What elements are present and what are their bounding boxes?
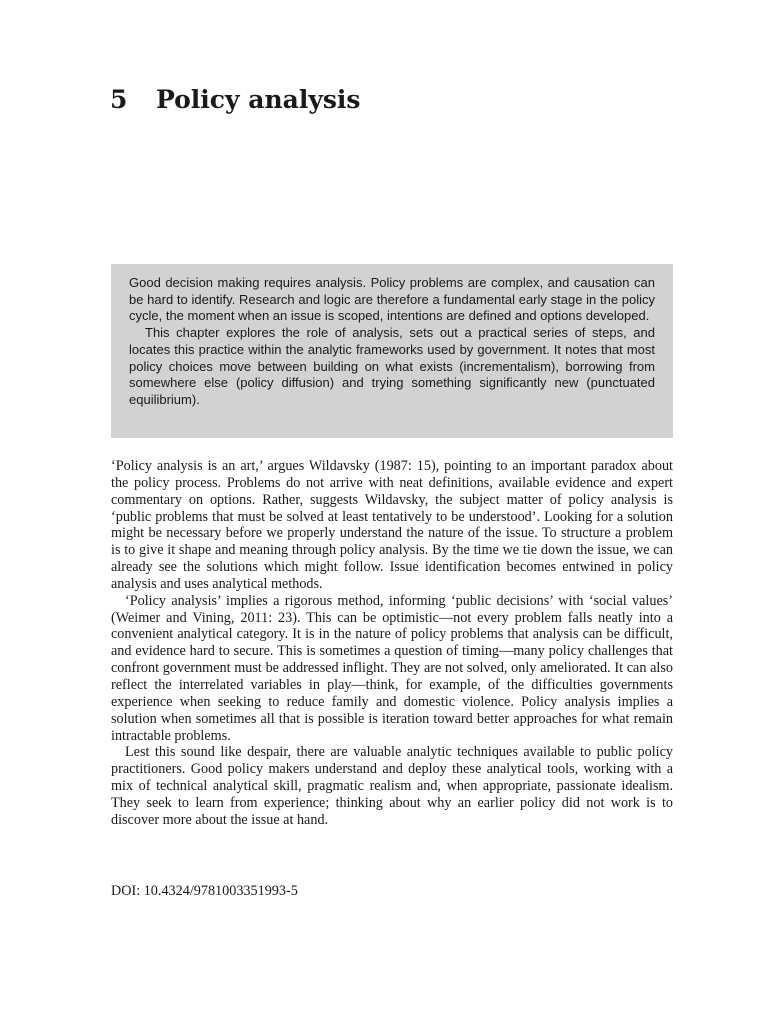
doi-footer: DOI: 10.4324/9781003351993-5 xyxy=(111,883,298,899)
body-text xyxy=(111,458,673,829)
chapter-summary-box xyxy=(111,264,673,438)
chapter-number: 5 xyxy=(110,85,128,114)
chapter-title: Policy analysis xyxy=(156,85,361,114)
summary-paragraph: Good decision making requires analysis. Policy problems are complex, and causation can be hard to identify. Research and logic are therefore a fundamental early stage in the policy cycle, the moment when an issue is scoped, intentions are defined and options developed. xyxy=(129,275,655,324)
body-paragraph: Lest this sound like despair, there are valuable analytic techniques available to public policy practitioners. Good policy makers understand and deploy these analytical tools, working with a mix of technical analytical skill, pragmatic realism and, when appropriate, passionate idealism. They seek to learn from experience; thinking about why an earlier policy did not work is to discover more about the issue at hand. xyxy=(111,744,673,828)
summary-paragraph: This chapter explores the role of analysis, sets out a practical series of steps, and locates this practice within the analytic frameworks used by government. It notes that most policy choices move between building on what exists (incrementalism), borrowing from somewhere else (policy diffusion) and trying something significantly new (punctuated equilibrium). xyxy=(129,325,655,407)
body-paragraph: ‘Policy analysis is an art,’ argues Wildavsky (1987: 15), pointing to an important paradox about the policy process. Problems do not arrive with neat definitions, available evidence and expert commentary on options. Rather, suggests Wildavsky, the subject matter of policy analysis is ‘public problems that must be solved at least tentatively to be understood’. Looking for a solution might be necessary before we properly understand the nature of the issue. To structure a problem is to give it shape and meaning through policy analysis. By the time we tie down the issue, we can already see the solutions which might follow. Issue identification becomes entwined in policy analysis and uses analytical methods. xyxy=(111,458,673,592)
body-paragraph: ‘Policy analysis’ implies a rigorous method, informing ‘public decisions’ with ‘social values’ (Weimer and Vining, 2011: 23). This can be optimistic—not every problem falls neatly into a convenient analytical category. It is in the nature of policy problems that analysis can be difficult, and evidence hard to secure. This is sometimes a question of timing—many policy challenges that confront government must be addressed inflight. They are not solved, only ameliorated. It can also reflect the interrelated variables in play—think, for example, of the difficulties governments experience when seeking to reduce family and domestic violence. Policy analysis implies a solution when sometimes all that is possible is iteration toward better approaches for what remain intractable problems. xyxy=(111,592,673,744)
chapter-heading xyxy=(110,84,361,116)
